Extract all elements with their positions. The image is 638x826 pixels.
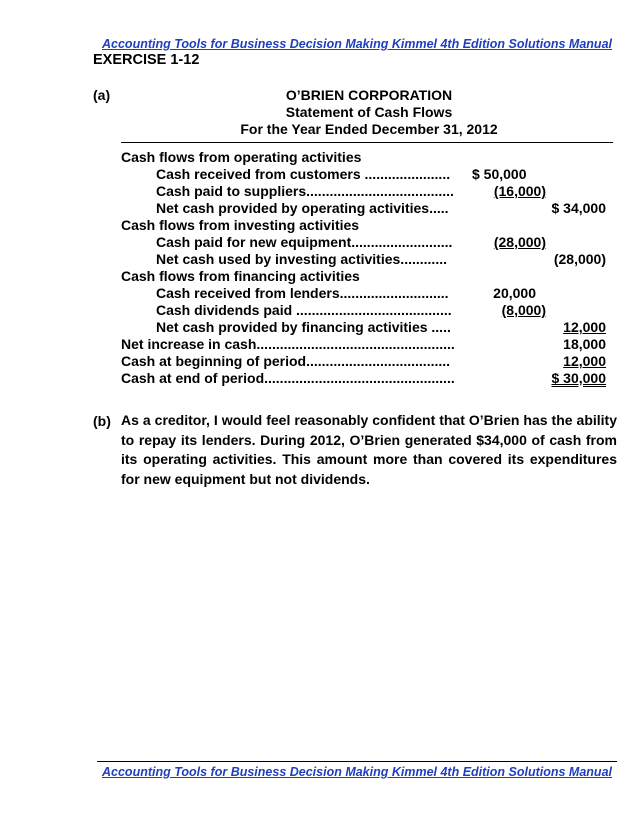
financing-header: Cash flows from financing activities — [121, 268, 360, 284]
op-net-label: Net cash provided by operating activities..... — [156, 200, 449, 216]
exercise-title: EXERCISE 1-12 — [93, 52, 200, 68]
op-net-total: $ 34,000 — [551, 200, 606, 216]
net-increase-total: 18,000 — [563, 336, 606, 352]
fin-cash-received-amount: 20,000 — [493, 285, 536, 301]
inv-cash-paid-label: Cash paid for new equipment.......................... — [156, 234, 453, 250]
part-a-label: (a) — [93, 87, 111, 103]
op-cash-received-label: Cash received from customers ...................... — [156, 166, 451, 182]
header-link[interactable]: Accounting Tools for Business Decision Making Kimmel 4th Edition Solutions Manual — [102, 37, 612, 51]
footer-link[interactable]: Accounting Tools for Business Decision Making Kimmel 4th Edition Solutions Manual — [102, 765, 612, 779]
fin-cash-received-label: Cash received from lenders............................ — [156, 285, 449, 301]
cash-end-total: $ 30,000 — [551, 370, 606, 386]
fin-net-label: Net cash provided by financing activities ..... — [156, 319, 451, 335]
inv-net-label: Net cash used by investing activities............ — [156, 251, 447, 267]
investing-header: Cash flows from investing activities — [121, 217, 360, 233]
company-name: O’BRIEN CORPORATION — [285, 87, 453, 103]
net-increase-label: Net increase in cash................................................... — [121, 336, 455, 352]
op-cash-paid-label: Cash paid to suppliers...................................... — [156, 183, 454, 199]
cash-begin-label: Cash at beginning of period..................................... — [121, 353, 451, 369]
operating-header: Cash flows from operating activities — [121, 149, 362, 165]
part-b-paragraph: As a creditor, I would feel reasonably confident that O’Brien has the ability to repay its lenders. During 2012, O’Brien generated $34,000 of cash from its operating activities. This amount more than covered its expenditures for new equipment but not dividends. — [121, 412, 617, 487]
footer-rule — [97, 761, 617, 762]
op-cash-paid-amount: (16,000) — [493, 183, 546, 199]
header-rule — [121, 142, 613, 143]
op-cash-received-amount: $ 50,000 — [472, 166, 527, 182]
part-b-label: (b) — [93, 413, 111, 429]
cash-end-label: Cash at end of period................................................. — [121, 370, 455, 386]
statement-period: For the Year Ended December 31, 2012 — [240, 121, 498, 137]
cash-begin-total: 12,000 — [563, 353, 606, 369]
fin-dividends-label: Cash dividends paid ........................................ — [156, 302, 452, 318]
inv-net-total: (28,000) — [553, 251, 606, 267]
fin-dividends-amount: (8,000) — [501, 302, 546, 318]
inv-cash-paid-amount: (28,000) — [493, 234, 546, 250]
fin-net-total: 12,000 — [563, 319, 606, 335]
statement-title: Statement of Cash Flows — [285, 104, 453, 120]
